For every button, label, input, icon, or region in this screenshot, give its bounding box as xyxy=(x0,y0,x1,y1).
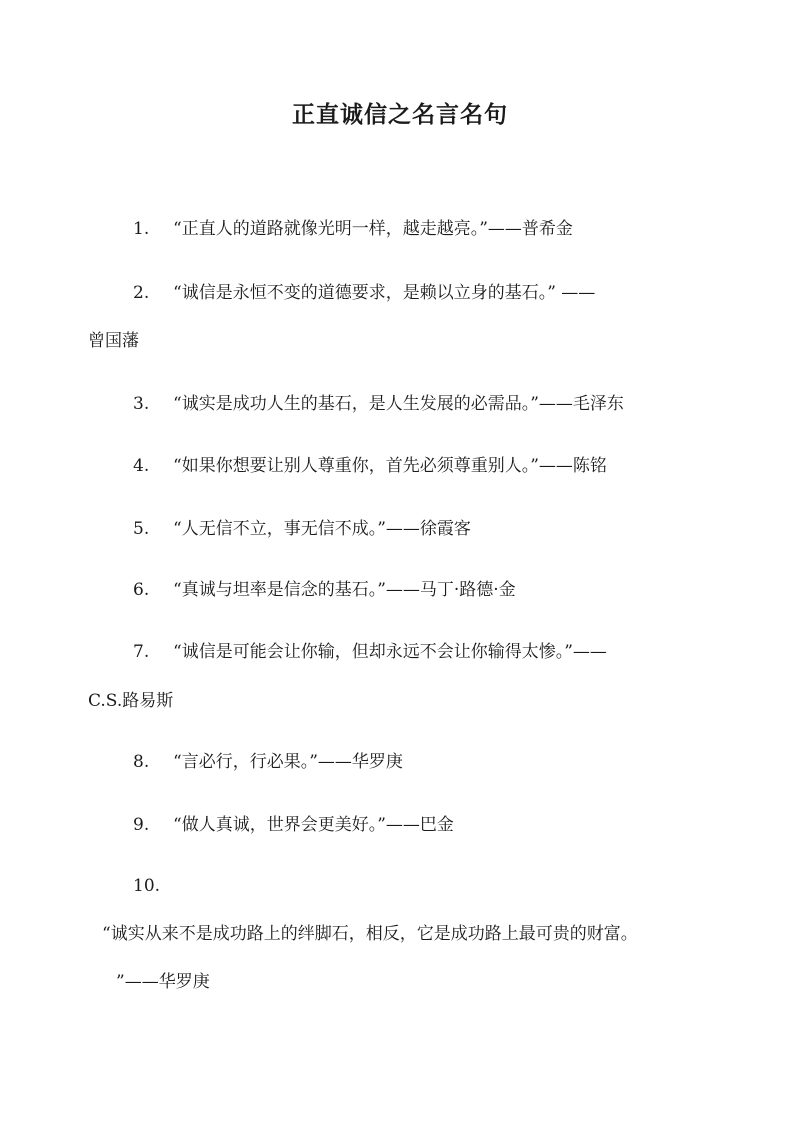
page-title: 正直诚信之名言名句 xyxy=(292,101,508,128)
quote-number: 1. xyxy=(133,219,150,239)
quote-text: “诚实是成功人生的基石，是人生发展的必需品。”——毛泽东 xyxy=(173,394,624,414)
quote-text: “真诚与坦率是信念的基石。”——马丁·路德·金 xyxy=(173,580,516,600)
quote-text: “正直人的道路就像光明一样，越走越亮。”——普希金 xyxy=(173,219,573,239)
quote-continuation: C.S.路易斯 xyxy=(88,691,174,711)
quote-number: 9. xyxy=(133,815,150,835)
quote-number: 2. xyxy=(133,283,150,303)
quote-number: 5. xyxy=(133,519,150,539)
quote-number: 6. xyxy=(133,580,150,600)
quote-continuation: 曾国藩 xyxy=(88,331,139,351)
quote-text: “诚信是永恒不变的道德要求，是赖以立身的基石。” —— xyxy=(173,283,596,303)
quote-text: “言必行，行必果。”——华罗庚 xyxy=(173,752,403,772)
quote-number: 8. xyxy=(133,752,150,772)
quote-item xyxy=(133,281,595,305)
quote-text: “如果你想要让别人尊重你，首先必须尊重别人。”——陈铭 xyxy=(173,456,607,476)
quote-item xyxy=(133,640,607,664)
quote-text: “诚信是可能会让你输，但却永远不会让你输得太惨。”—— xyxy=(173,642,607,662)
quote-item xyxy=(133,750,403,774)
quote-item xyxy=(133,578,516,602)
quote-item xyxy=(133,392,624,416)
quote-item xyxy=(133,517,471,541)
quote-item xyxy=(133,813,454,837)
quote-number: 4. xyxy=(133,456,150,476)
quote-text: “人无信不立，事无信不成。”——徐霞客 xyxy=(173,519,471,539)
quote-item xyxy=(133,217,573,241)
quote-continuation: ”——华罗庚 xyxy=(116,972,210,992)
quote-number: 10. xyxy=(133,876,161,896)
quote-item xyxy=(133,454,607,478)
quote-number: 3. xyxy=(133,394,150,414)
quote-text: “做人真诚，世界会更美好。”——巴金 xyxy=(173,815,454,835)
quote-number: 7. xyxy=(133,642,150,662)
quote-text: “诚实从来不是成功路上的绊脚石，相反，它是成功路上最可贵的财富。 xyxy=(102,924,638,944)
